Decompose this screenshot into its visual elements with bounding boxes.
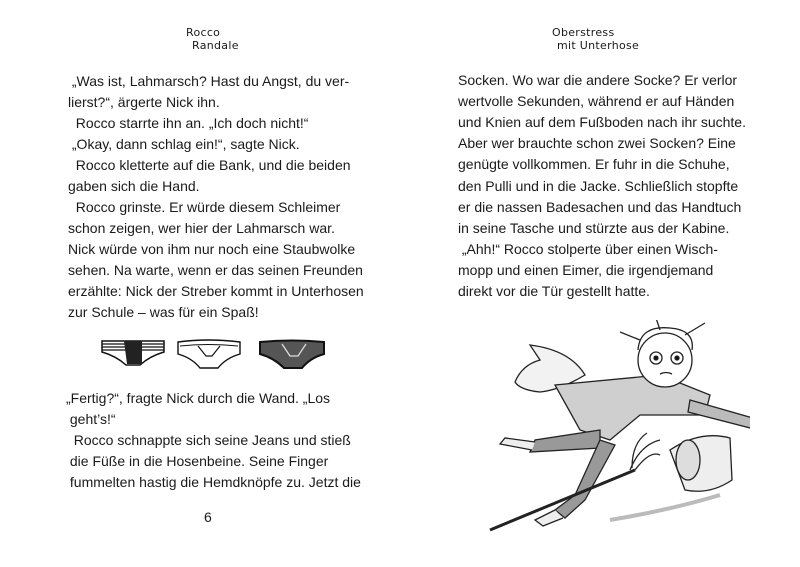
- page-number: 6: [204, 509, 212, 525]
- running-header-right: [552, 26, 639, 52]
- text-line: „Okay, dann schlag ein!“, sagte Nick.: [68, 136, 300, 152]
- header-line: mit Unterhose: [557, 39, 640, 52]
- dark-briefs-icon: [258, 338, 326, 370]
- text-line: in seine Tasche und stürzte aus der Kabine.: [458, 219, 730, 236]
- text-line: direkt vor die Tür gestellt hatte.: [458, 283, 650, 299]
- text-line: wertvolle Sekunden, während er auf Händen: [458, 93, 735, 110]
- text-line: Rocco starrte ihn an. „Ich doch nicht!“: [68, 115, 309, 131]
- text-line: geht’s!“: [66, 411, 116, 427]
- text-line: „Fertig?“, fragte Nick durch die Wand. „Los: [66, 390, 331, 406]
- text-line: den Pulli und in die Jacke. Schließlich stopfte: [458, 177, 739, 194]
- header-line: Oberstress: [552, 26, 615, 39]
- text-line: sehen. Na warte, wenn er das seinen Freunden: [68, 262, 363, 278]
- text-line: „Was ist, Lahmarsch? Hast du Angst, du ver-: [68, 73, 350, 89]
- text-line: Rocco grinste. Er würde diesem Schleimer: [68, 199, 341, 215]
- rocco-tripping-illustration: [460, 320, 750, 540]
- text-line: Socken. Wo war die andere Socke? Er verlor: [458, 72, 738, 88]
- text-line: „Ahh!“ Rocco stolperte über einen Wisch-: [458, 240, 718, 257]
- text-line: genügte vollkommen. Er fuhr in die Schuhe,: [458, 156, 730, 173]
- text-line: Nick würde von ihm nur noch eine Staubwolke: [68, 241, 356, 257]
- text-line: gaben sich die Hand.: [68, 178, 200, 194]
- text-line: Rocco schnappte sich seine Jeans und stieß: [66, 432, 351, 448]
- text-line: und Knien auf dem Fußboden nach ihr suchte.: [458, 114, 746, 131]
- text-line: die Füße in die Hosenbeine. Seine Finger: [66, 453, 329, 469]
- right-page: [400, 0, 800, 567]
- white-briefs-icon: [176, 338, 242, 370]
- striped-briefs-icon: [100, 338, 168, 368]
- text-line: erzählte: Nick der Streber kommt in Unterhosen: [68, 283, 364, 299]
- header-line: Rocco: [186, 26, 221, 39]
- text-line: er die nassen Badesachen und das Handtuch: [458, 198, 742, 215]
- text-line: mopp und einen Eimer, die irgendjemand: [458, 261, 714, 278]
- text-line: Rocco kletterte auf die Bank, und die beiden: [68, 157, 351, 173]
- text-line: fummelten hastig die Hemdknöpfe zu. Jetzt die: [66, 474, 361, 490]
- header-line: Randale: [192, 39, 239, 52]
- text-line: schon zeigen, wer hier der Lahmarsch war.: [68, 220, 335, 236]
- text-line: Aber wer brauchte schon zwei Socken? Eine: [458, 135, 736, 152]
- text-line: lierst?“, ärgerte Nick ihn.: [68, 94, 220, 110]
- running-header-left: [186, 26, 239, 52]
- text-line: zur Schule – was für ein Spaß!: [68, 304, 259, 320]
